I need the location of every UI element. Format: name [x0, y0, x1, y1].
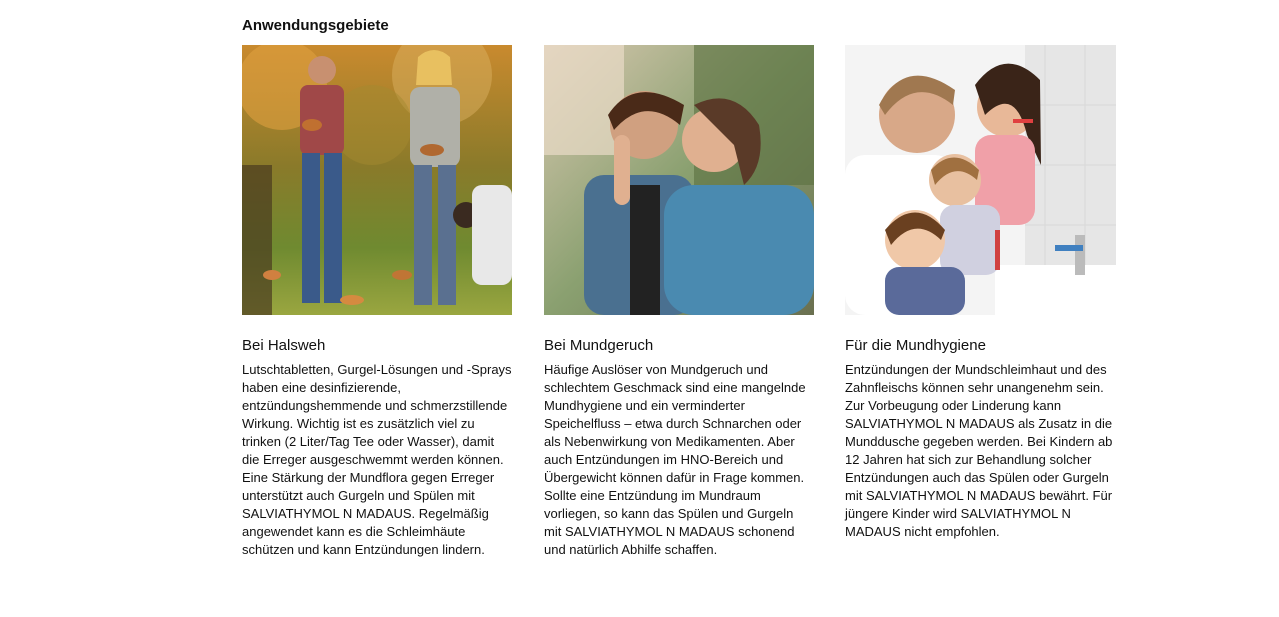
card-description: Häufige Auslöser von Mundgeruch und schlechtem Geschmack sind eine mangelnde Mundhygiene und ein verminderter Speichelfluss – etwa durch Schnarchen oder als Nebenwirkung von Medikamenten. Aber auch Entzündungen im HNO-Bereich und Übergewicht können dafür in Frage kommen. Sollte eine Entzündung im Mundraum vorliegen, so kann das Spülen und Gurgeln mit SALVIATHYMOL N MADAUS schonend und natürlich Abhilfe schaffen.: [544, 362, 806, 557]
family-brushing-teeth-photo: [845, 45, 1116, 315]
section-title: Anwendungsgebiete: [242, 17, 389, 34]
card-description: Lutschtabletten, Gurgel-Lösungen und -Sprays haben eine desinfizierende, entzündungshemmende und schmerzstillende Wirkung. Wichtig ist es zusätzlich viel zu trinken (2 Liter/Tag Tee oder Wasser), damit die Erreger ausgeschwemmt werden können. Eine Stärkung der Mundflora gegen Erreger unterstützt auch Gurgeln und Spülen mit SALVIATHYMOL N MADAUS. Regelmäßig angewendet kann es die Schleimhäute schützen und kann Entzündungen lindern.: [242, 362, 512, 557]
card-title: Bei Halsweh: [242, 337, 326, 354]
card-bad-breath: [544, 45, 814, 559]
card-oral-hygiene: [845, 45, 1116, 541]
card-title: Bei Mundgeruch: [544, 337, 654, 354]
family-autumn-leaves-photo: [242, 45, 512, 315]
card-sore-throat: [242, 45, 512, 559]
card-description: Entzündungen der Mundschleimhaut und des Zahnfleischs können sehr unangenehm sein. Zur Vorbeugung oder Linderung kann SALVIATHYMOL N MADAUS als Zusatz in die Munddusche gegeben werden. Bei Kindern ab 12 Jahren hat sich zur Behandlung solcher Entzündungen auch das Spülen oder Gurgeln mit SALVIATHYMOL N MADAUS bewährt. Für jüngere Kinder wird SALVIATHYMOL N MADAUS nicht empfohlen.: [845, 362, 1113, 539]
card-title: Für die Mundhygiene: [845, 337, 986, 354]
couple-kissing-photo: [544, 45, 814, 315]
